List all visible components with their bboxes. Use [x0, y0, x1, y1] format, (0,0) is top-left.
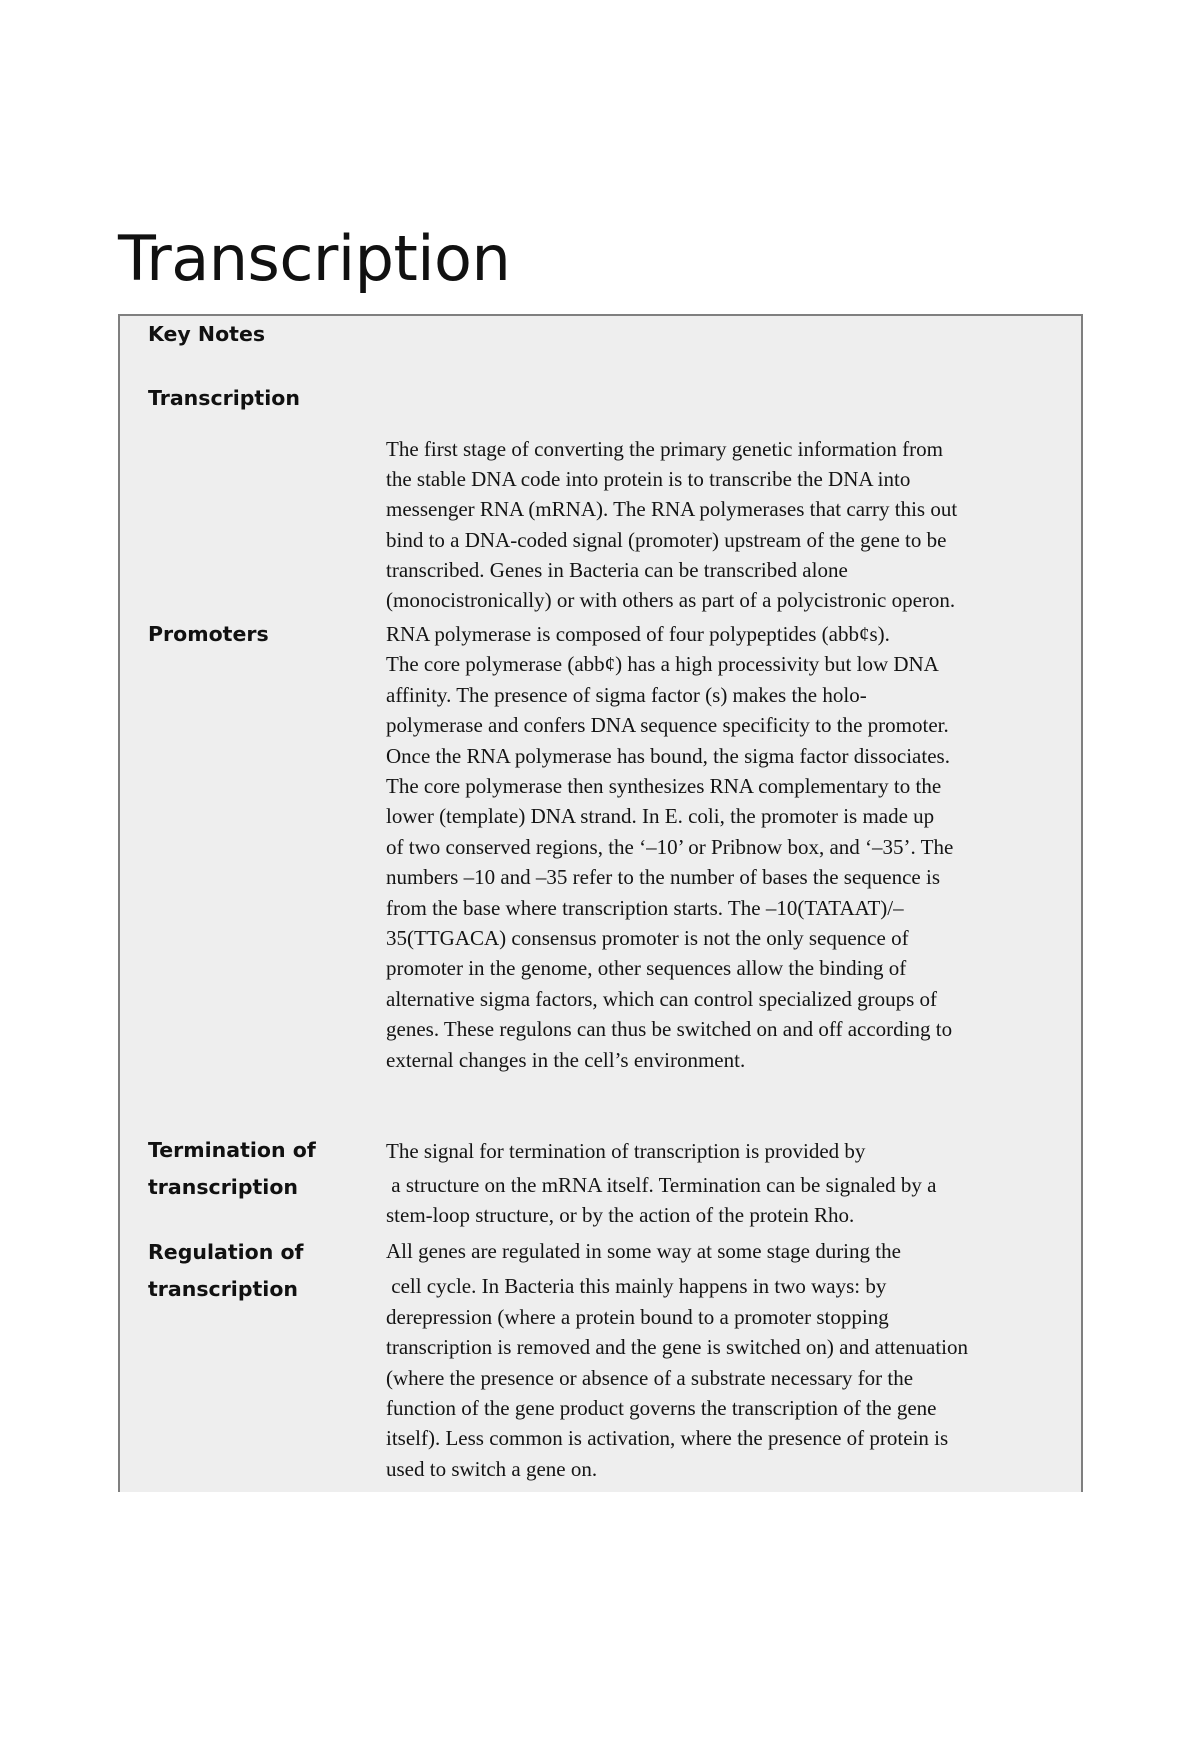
- text-line: RNA polymerase is composed of four polypeptides (abb¢s).: [386, 622, 890, 646]
- text-line: the stable DNA code into protein is to transcribe the DNA into: [386, 467, 911, 492]
- text-line: derepression (where a protein bound to a promoter stopping: [386, 1304, 889, 1329]
- section-label-regulation: [148, 1234, 303, 1308]
- text-line: from the base where transcription starts. The –10(TATAAT)/–: [386, 895, 904, 920]
- section-text-regulation: [386, 1236, 1066, 1484]
- text-line: The core polymerase (abb¢) has a high processivity but low DNA: [386, 652, 939, 677]
- text-line: transcribed. Genes in Bacteria can be transcribed alone: [386, 557, 848, 582]
- label-line: Regulation of: [148, 1240, 304, 1264]
- text-line: numbers –10 and –35 refer to the number of bases the sequence is: [386, 865, 940, 890]
- text-line: used to switch a gene on.: [386, 1456, 598, 1481]
- section-text-termination: [386, 1134, 1066, 1232]
- text-line: Once the RNA polymerase has bound, the sigma factor dissociates.: [386, 743, 950, 768]
- label-line: transcription: [148, 1277, 299, 1301]
- text-line: affinity. The presence of sigma factor (s) makes the holo-: [386, 682, 867, 707]
- text-line: The first stage of converting the primary genetic information from: [386, 437, 943, 461]
- section-label-transcription: Transcription: [148, 386, 300, 410]
- page-title: Transcription: [118, 222, 511, 295]
- key-notes-heading: Key Notes: [148, 322, 266, 346]
- text-line: (where the presence or absence of a substrate necessary for the: [386, 1365, 914, 1390]
- text-line: lower (template) DNA strand. In E. coli, the promoter is made up: [386, 804, 935, 829]
- text-line: genes. These regulons can thus be switched on and off according to: [386, 1017, 953, 1042]
- text-line: transcription is removed and the gene is switched on) and attenuation: [386, 1335, 969, 1360]
- label-line: transcription: [148, 1175, 299, 1199]
- text-line: alternative sigma factors, which can control specialized groups of: [386, 986, 938, 1011]
- text-line: stem-loop structure, or by the action of the protein Rho.: [386, 1203, 855, 1227]
- label-line: Termination of: [148, 1138, 316, 1162]
- text-line: a structure on the mRNA itself. Termination can be signaled by a: [386, 1173, 937, 1197]
- text-line: (monocistronically) or with others as part of a polycistronic operon.: [386, 588, 956, 613]
- text-line: All genes are regulated in some way at some stage during the: [386, 1239, 901, 1263]
- text-line: itself). Less common is activation, where the presence of protein is: [386, 1426, 949, 1451]
- section-text-transcription: [386, 434, 1066, 615]
- text-line: messenger RNA (mRNA). The RNA polymerases that carry this out: [386, 497, 958, 522]
- section-text-promoters: [386, 619, 1066, 1075]
- section-label-termination: [148, 1132, 316, 1206]
- text-line: The core polymerase then synthesizes RNA complementary to the: [386, 774, 942, 799]
- key-notes-box: [118, 314, 1083, 1492]
- text-line: external changes in the cell’s environment.: [386, 1047, 746, 1072]
- text-line: polymerase and confers DNA sequence specificity to the promoter.: [386, 713, 949, 738]
- text-line: The signal for termination of transcription is provided by: [386, 1139, 866, 1163]
- section-label-promoters: Promoters: [148, 622, 269, 646]
- text-line: bind to a DNA-coded signal (promoter) upstream of the gene to be: [386, 527, 947, 552]
- text-line: function of the gene product governs the transcription of the gene: [386, 1396, 937, 1421]
- text-line: 35(TTGACA) consensus promoter is not the only sequence of: [386, 926, 909, 951]
- text-line: promoter in the genome, other sequences allow the binding of: [386, 956, 907, 981]
- text-line: of two conserved regions, the ‘–10’ or Pribnow box, and ‘–35’. The: [386, 834, 954, 859]
- text-line: cell cycle. In Bacteria this mainly happens in two ways: by: [386, 1274, 887, 1299]
